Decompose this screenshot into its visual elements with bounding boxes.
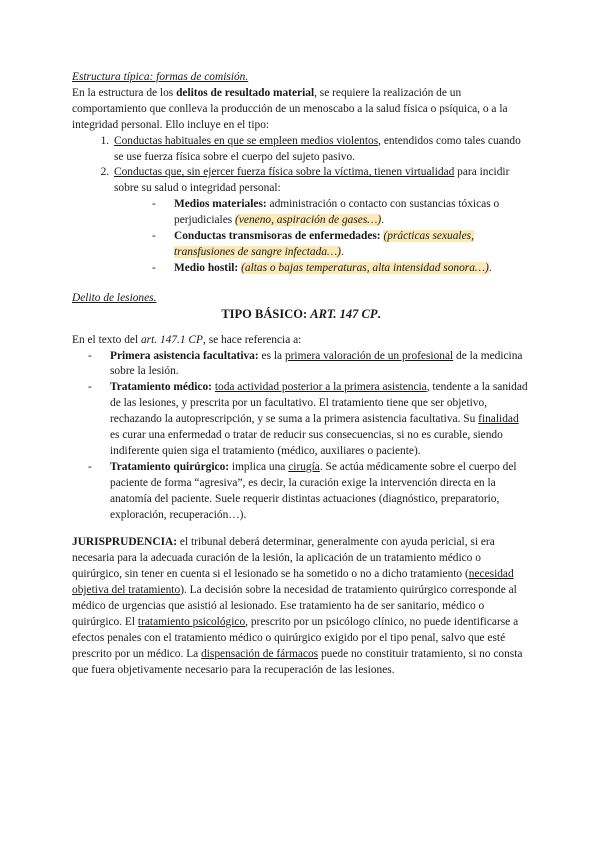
section-title-tipo-basico [72, 307, 530, 323]
dash-list [114, 197, 530, 277]
underlined-term: tratamiento psicológico [137, 616, 246, 628]
text-run: , se requiere la realización de un comportamiento que conlleva la producción de un menoscabo a la salud física o psíquica, o a la integridad personal. Ello incluye en el tipo: [72, 86, 508, 131]
bold-term: Primera asistencia facultativa: [110, 349, 259, 362]
text-run: administración o contacto con sustancias tóxicas o perjudiciales [174, 198, 500, 227]
text-run: . [377, 306, 381, 321]
text-run: , prescrito por un psicólogo clínico, no puede identificarse a efectos penales con el tratamiento médico o quirúrgico exigido por el tipo penal, salvo que esté prescrito por un médico. La [72, 616, 519, 660]
underlined-term: primera valoración de un profesional [284, 349, 454, 362]
paragraph-structure-intro [72, 86, 530, 134]
highlighted-text: (veneno, aspiración de gases…) [235, 214, 382, 227]
paragraph-jurisprudencia [72, 535, 530, 678]
list-item [152, 229, 530, 261]
bold-term: Medios materiales: [174, 198, 267, 211]
text-run: , entendidos como tales cuando se use fuerza física sobre el cuerpo del sujeto pasivo. [114, 134, 521, 163]
bold-term: Conductas transmisoras de enfermedades: [174, 230, 381, 243]
list-item [88, 380, 530, 460]
underlined-term: Conductas que, sin ejercer fuerza física sobre la víctima, tienen virtualidad [114, 166, 455, 179]
dash-list [72, 349, 530, 524]
list-item [112, 134, 530, 166]
section-heading-lesiones: Delito de lesiones. [72, 291, 157, 304]
list-item [152, 197, 530, 229]
list-item [88, 460, 530, 524]
text-run: . [340, 245, 344, 258]
underlined-term: necesidad objetiva del tratamiento [72, 568, 514, 597]
text-run: es la [258, 349, 285, 362]
italic-term: art. 147.1 CP [140, 333, 203, 346]
bold-term: JURISPRUDENCIA: [72, 536, 178, 549]
text-run: . [488, 261, 492, 274]
list-item [112, 165, 530, 276]
text-run: el tribunal deberá determinar, generalmente con ayuda pericial, si era necesaria para la adecuada curación de la lesión, la aplicación de un tratamiento médico o quirúrgico, sin tener en cuenta si el lesionado se ha sometido o no a dicho tratamiento ( [72, 536, 495, 581]
bold-term: delitos de resultado material [176, 86, 315, 99]
text-run: . Se actúa médicamente sobre el cuerpo del paciente de forma “agresiva”, es decir, la curación exige la intervención directa en la anatomía del paciente. Suele requerir distintas actuaciones (diagnóstico, preparatorio, exploración, recuperación…). [110, 460, 517, 521]
highlighted-text: (prácticas sexuales, transfusiones de sangre infectada…) [174, 230, 474, 258]
bold-term: Tratamiento quirúrgico: [110, 460, 230, 473]
text-run: es curar una enfermedad o tratar de reducir sus consecuencias, si no es curable, siendo indiferente quien siga el tratamiento (médico, auxiliares o paciente). [110, 429, 503, 457]
paragraph-art-intro [72, 333, 530, 349]
bold-term: Medio hostil: [174, 261, 239, 274]
highlighted-text: (altas o bajas temperaturas, alta intensidad sonora…) [241, 261, 489, 274]
text-run: para incidir sobre su salud o integridad personal: [114, 166, 510, 195]
text-run: En la estructura de los [72, 86, 177, 99]
text-run: En el texto del [72, 333, 141, 346]
list-item [152, 261, 530, 277]
text-run: puede no constituir tratamiento, si no consta que fuera objetivamente necesario para la recuperación de las lesiones. [72, 647, 523, 676]
underlined-term: finalidad [478, 413, 519, 426]
text-run: implica una [229, 460, 289, 473]
numbered-list [72, 134, 530, 277]
text-run: TIPO BÁSICO: [221, 306, 311, 321]
underlined-term: dispensación de fármacos [201, 647, 319, 660]
italic-term: ART. 147 CP [310, 306, 378, 321]
section-heading-structure: Estructura típica: formas de comisión. [72, 71, 249, 83]
text-run: . [381, 214, 385, 227]
underlined-term: cirugía [288, 460, 320, 473]
underlined-term: Conductas habituales en que se empleen medios violentos [114, 134, 379, 147]
text-run: de la medicina sobre la lesión. [110, 349, 523, 378]
bold-term: Tratamiento médico: [110, 381, 212, 394]
text-run: , se hace referencia a: [203, 333, 302, 346]
text-run: ). La decisión sobre la necesidad de tratamiento quirúrgico corresponde al médico de urgencias que asistió al lesionado. Ese tratamiento ha de ser sanitario, médico o quirúrgico. El [72, 584, 517, 628]
underlined-term: toda actividad posterior a la primera asistencia [214, 381, 427, 394]
text-run: , tendente a la sanidad de las lesiones, y prescrita por un facultativo. El tratamiento tiene que ser objetivo, rechazando la autoprescripción, y se suma a la primera asistencia facultativa. Su [110, 381, 528, 426]
document-page [72, 70, 530, 679]
list-item [88, 349, 530, 381]
